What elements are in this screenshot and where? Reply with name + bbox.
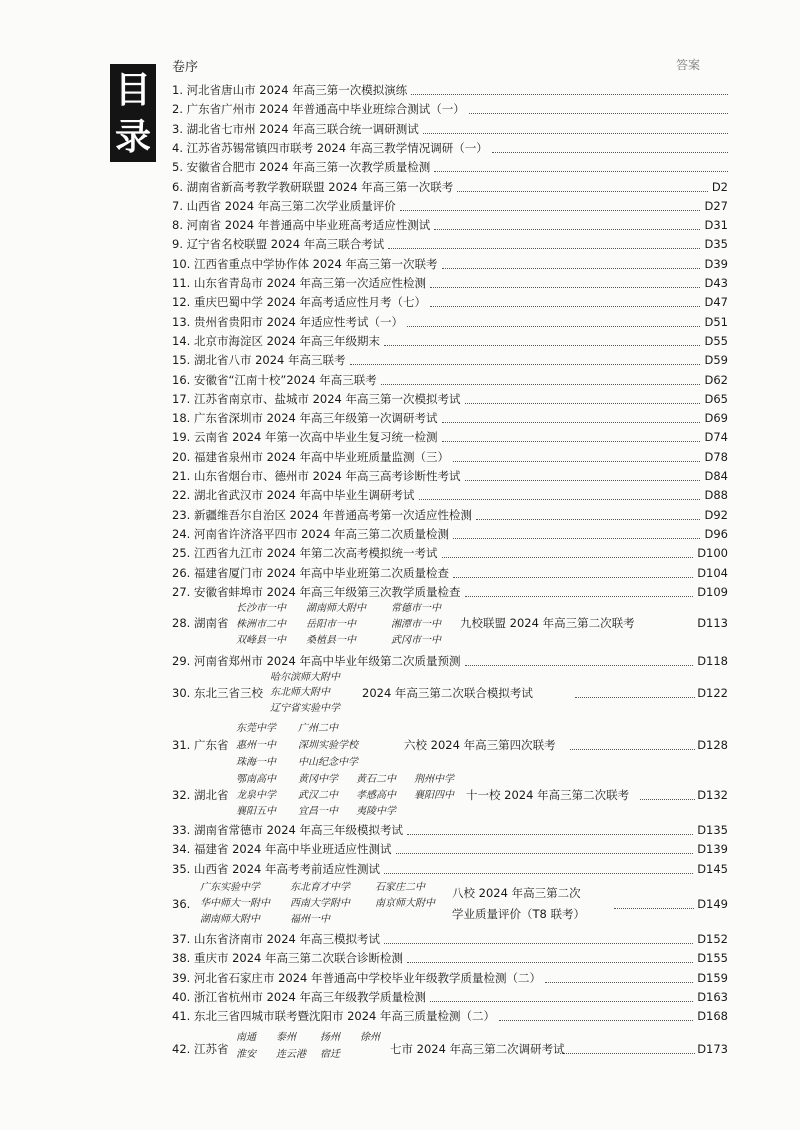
- entry-page: D78: [704, 449, 728, 464]
- school-name: 惠州一中: [236, 740, 276, 751]
- dot-leader: [396, 835, 693, 854]
- school-name: 西南大学附中: [290, 898, 350, 909]
- dot-leader: [419, 481, 700, 500]
- school-name: 湖南师大附中: [306, 603, 366, 614]
- entry-title: 27. 安徽省蚌埠市 2024 年高三年级第三次教学质量检查: [172, 584, 461, 599]
- entry-page: D155: [697, 951, 728, 966]
- entry-prefix: 32. 湖北省: [172, 788, 229, 802]
- entry-page: D55: [704, 333, 728, 348]
- entry-title: 11. 山东省青岛市 2024 年高三第一次适应性检测: [172, 276, 427, 290]
- header-answer: 答案: [676, 58, 701, 72]
- dot-leader: [492, 134, 728, 153]
- dot-leader: [442, 250, 700, 269]
- dot-leader: [350, 346, 700, 365]
- dot-leader: [442, 423, 700, 442]
- school-name: 黄冈中学: [298, 774, 338, 785]
- entry-page: D96: [704, 526, 728, 541]
- entry-page: D163: [697, 989, 728, 1004]
- entry-title: 34. 福建省 2024 年高中毕业班适应性测试: [172, 842, 392, 857]
- dot-leader: [545, 964, 693, 983]
- school-name: 辽宁省实验中学: [270, 703, 340, 714]
- entry-title: 13. 贵州省贵阳市 2024 年适应性考试（一）: [172, 314, 404, 329]
- toc-entry[interactable]: [172, 1007, 728, 1025]
- entry-title: 六校 2024 年高三第四次联考: [404, 738, 556, 752]
- entry-prefix: 30. 东北三省三校: [172, 686, 263, 700]
- dot-leader: [457, 173, 708, 192]
- entry-title: 14. 北京市海淀区 2024 年高三年级期末: [172, 333, 381, 348]
- entry-page: D145: [697, 861, 728, 876]
- school-name: 徐州: [360, 1032, 380, 1043]
- entry-page: D39: [704, 256, 728, 271]
- entry-page: D135: [697, 823, 728, 837]
- entry-title: 25. 江西省九江市 2024 年第二次高考模拟统一考试: [172, 546, 438, 561]
- header-volume-order: 卷序: [172, 60, 199, 75]
- entry-prefix: 42. 江苏省: [172, 1042, 229, 1056]
- dot-leader: [434, 211, 700, 230]
- entry-title: 6. 湖南省新高考教学教研联盟 2024 年高三第一次联考: [172, 179, 454, 194]
- dot-leader: [411, 76, 728, 95]
- dot-leader: [465, 578, 693, 597]
- entry-title: 17. 江苏省南京市、盐城市 2024 年高三第一次模拟考试: [172, 391, 461, 406]
- school-name: 襄阳四中: [414, 790, 454, 801]
- dot-leader: [442, 404, 700, 423]
- entry-title: 16. 安徽省“江南十校”2024 年高三联考: [172, 372, 377, 387]
- school-name: 鄂南高中: [236, 774, 276, 785]
- school-name: 深圳实验学校: [298, 740, 358, 751]
- entry-title: 5. 安徽省合肥市 2024 年高三第一次教学质量检测: [172, 160, 431, 175]
- entry-page: D47: [704, 295, 728, 310]
- entry-page: D2: [711, 179, 728, 194]
- entry-title: 9. 辽宁省名校联盟 2024 年高三联合考试: [172, 237, 385, 252]
- school-name: 荆州中学: [414, 774, 454, 785]
- entry-title: 39. 河北省石家庄市 2024 年普通高中学校毕业年级教学质量检测（二）: [172, 970, 542, 985]
- entry-prefix: 31. 广东省: [172, 738, 229, 752]
- dot-leader: [465, 462, 700, 481]
- entry-page: D69: [704, 411, 728, 426]
- dot-leader: [384, 855, 693, 874]
- dot-leader: [499, 1002, 693, 1021]
- entry-title: 2024 年高三第二次联合模拟考试: [362, 686, 533, 700]
- entry-title: 7. 山西省 2024 年高三第二次学业质量评价: [172, 198, 396, 213]
- school-name: 武冈市一中: [391, 635, 441, 646]
- entry-page: D168: [697, 1009, 728, 1024]
- entry-title: 10. 江西省重点中学协作体 2024 年高三第一次联考: [172, 256, 438, 271]
- dot-leader: [465, 385, 700, 404]
- school-name: 哈尔滨师大附中: [270, 672, 340, 683]
- school-name: 广州二中: [298, 723, 338, 734]
- school-name: 宿迁: [320, 1049, 340, 1060]
- school-name: 武汉二中: [298, 790, 338, 801]
- school-name: 东北育才中学: [290, 882, 350, 893]
- entry-page: D92: [704, 507, 728, 522]
- school-name: 石家庄二中: [375, 882, 425, 893]
- entry-page: D118: [697, 654, 728, 668]
- dot-leader: [453, 443, 700, 462]
- entry-page: D59: [704, 353, 728, 368]
- school-name: 岳阳市一中: [306, 619, 356, 630]
- dot-leader: [423, 115, 728, 134]
- entry-page: D35: [704, 237, 728, 252]
- entry-title: 38. 重庆市 2024 年高三第二次联合诊断检测: [172, 951, 404, 966]
- entry-title: 35. 山西省 2024 年高考考前适应性测试: [172, 861, 381, 876]
- dot-leader: [453, 559, 693, 578]
- toc-entry[interactable]: [172, 583, 728, 601]
- toc-badge: [110, 64, 156, 162]
- dot-leader: [570, 731, 695, 750]
- dot-leader: [384, 925, 693, 944]
- entry-prefix: 28. 湖南省: [172, 616, 229, 630]
- dot-leader: [407, 816, 693, 835]
- entry-title: 15. 湖北省八市 2024 年高三联考: [172, 353, 346, 368]
- dot-leader: [388, 230, 700, 249]
- dot-leader: [384, 327, 700, 346]
- school-name: 华中师大一附中: [200, 898, 270, 909]
- school-name: 福州一中: [290, 914, 330, 925]
- dot-leader: [430, 269, 700, 288]
- school-name: 泰州: [276, 1032, 296, 1043]
- school-name: 广东实验中学: [200, 882, 260, 893]
- dot-leader: [434, 153, 728, 172]
- entry-title: 21. 山东省烟台市、德州市 2024 年高三高考诊断性考试: [172, 469, 461, 483]
- school-name: 常德市一中: [391, 603, 441, 614]
- school-name: 东莞中学: [236, 723, 276, 734]
- school-name: 宜昌一中: [298, 806, 338, 817]
- dot-leader: [407, 308, 700, 327]
- school-name: 东北师大附中: [270, 687, 330, 698]
- entry-title: 七市 2024 年高三第二次调研考试: [390, 1042, 565, 1056]
- entry-page: D128: [697, 738, 728, 752]
- school-name: 龙泉中学: [236, 790, 276, 801]
- entry-page: D104: [697, 565, 728, 580]
- school-name: 珠海一中: [236, 757, 276, 768]
- entry-title: 20. 福建省泉州市 2024 年高中毕业班质量监测（三）: [172, 449, 450, 464]
- entry-page: D51: [704, 314, 728, 329]
- entry-page: D132: [697, 788, 728, 802]
- toc-entry[interactable]: [172, 860, 728, 878]
- entry-page: D27: [704, 198, 728, 213]
- entry-title: 40. 浙江省杭州市 2024 年高三年级教学质量检测: [172, 989, 427, 1004]
- entry-page: D149: [697, 897, 728, 911]
- entry-title: 十一校 2024 年高三第二次联考: [466, 788, 630, 802]
- entry-title: 29. 河南省郑州市 2024 年高中毕业年级第二次质量预测: [172, 654, 461, 668]
- entry-page: D65: [704, 391, 728, 406]
- entry-prefix: 36.: [172, 897, 191, 911]
- badge-char-mu: 目: [114, 69, 151, 111]
- entry-title: 41. 东北三省四城市联考暨沈阳市 2024 年高三质量检测（二）: [172, 1009, 496, 1024]
- entry-page: D122: [697, 686, 728, 700]
- dot-leader: [465, 647, 693, 666]
- dot-leader: [614, 890, 694, 909]
- dot-leader: [560, 1035, 695, 1054]
- entry-title: 8. 河南省 2024 年普通高中毕业班高考适应性测试: [172, 218, 431, 233]
- entry-page: D74: [704, 430, 728, 445]
- school-name: 黄石二中: [356, 774, 396, 785]
- school-name: 株洲市二中: [236, 619, 286, 630]
- dot-leader: [453, 520, 700, 539]
- school-name: 孝感高中: [356, 790, 396, 801]
- school-name: 中山纪念中学: [298, 757, 358, 768]
- dot-leader: [442, 539, 693, 558]
- school-name: 桑植县一中: [306, 635, 356, 646]
- entry-page: D31: [704, 218, 728, 233]
- entry-page: D139: [697, 842, 728, 857]
- school-name: 南京师大附中: [375, 898, 435, 909]
- dot-leader: [407, 944, 693, 963]
- entry-page: D113: [697, 616, 728, 630]
- entry-page: D173: [697, 1042, 728, 1056]
- badge-char-lu: 录: [114, 116, 151, 158]
- entry-page: D159: [697, 970, 728, 985]
- entry-title: 八校 2024 年高三第二次: [452, 886, 581, 900]
- entry-title: 24. 河南省许济洛平四市 2024 年高三第二次质量检测: [172, 526, 450, 541]
- school-name: 湖南师大附中: [200, 914, 260, 925]
- dot-leader: [476, 501, 700, 520]
- toc-entry[interactable]: [172, 652, 728, 670]
- entry-page: D109: [697, 584, 728, 599]
- entry-page: D100: [697, 546, 728, 561]
- entry-title: 19. 云南省 2024 年第一次高中毕业生复习统一检测: [172, 430, 438, 445]
- school-name: 扬州: [320, 1032, 340, 1043]
- dot-leader: [400, 192, 700, 211]
- school-name: 长沙市一中: [236, 603, 286, 614]
- entry-page: D88: [704, 488, 728, 503]
- entry-page: D152: [697, 932, 728, 946]
- school-name: 双峰县一中: [236, 635, 286, 646]
- entry-title: 22. 湖北省武汉市 2024 年高中毕业生调研考试: [172, 488, 415, 503]
- entry-page: D62: [704, 372, 728, 387]
- entry-title: 33. 湖南省常德市 2024 年高三年级模拟考试: [172, 823, 404, 837]
- entry-title: 37. 山东省济南市 2024 年高三模拟考试: [172, 932, 381, 946]
- entry-page: D43: [704, 276, 728, 290]
- entry-title: 1. 河北省唐山市 2024 年高三第一次模拟演练: [172, 83, 408, 97]
- school-name: 连云港: [276, 1049, 306, 1060]
- dot-leader: [469, 95, 728, 114]
- school-name: 襄阳五中: [236, 806, 276, 817]
- school-name: 湘潭市一中: [391, 619, 441, 630]
- entry-title: 2. 广东省广州市 2024 年普通高中毕业班综合测试（一）: [172, 102, 465, 117]
- entry-title: 学业质量评价（T8 联考）: [452, 907, 585, 921]
- entry-title: 23. 新疆维吾尔自治区 2024 年普通高考第一次适应性检测: [172, 507, 473, 522]
- entry-title: 18. 广东省深圳市 2024 年高三年级第一次调研考试: [172, 411, 438, 426]
- entry-title: 12. 重庆巴蜀中学 2024 年高考适应性月考（七）: [172, 295, 427, 310]
- dot-leader: [430, 288, 700, 307]
- school-name: 南通: [236, 1032, 256, 1043]
- dot-leader: [430, 983, 693, 1002]
- dot-leader: [575, 679, 695, 698]
- entry-page: D84: [704, 469, 728, 483]
- dot-leader: [640, 781, 695, 800]
- entry-title: 4. 江苏省苏锡常镇四市联考 2024 年高三教学情况调研（一）: [172, 140, 488, 155]
- dot-leader: [381, 366, 700, 385]
- entry-title: 3. 湖北省七市州 2024 年高三联合统一调研测试: [172, 121, 419, 136]
- entry-title: 九校联盟 2024 年高三第二次联考: [460, 616, 635, 630]
- school-name: 夷陵中学: [356, 806, 396, 817]
- entry-title: 26. 福建省厦门市 2024 年高中毕业班第二次质量检查: [172, 565, 450, 580]
- school-name: 淮安: [236, 1049, 256, 1060]
